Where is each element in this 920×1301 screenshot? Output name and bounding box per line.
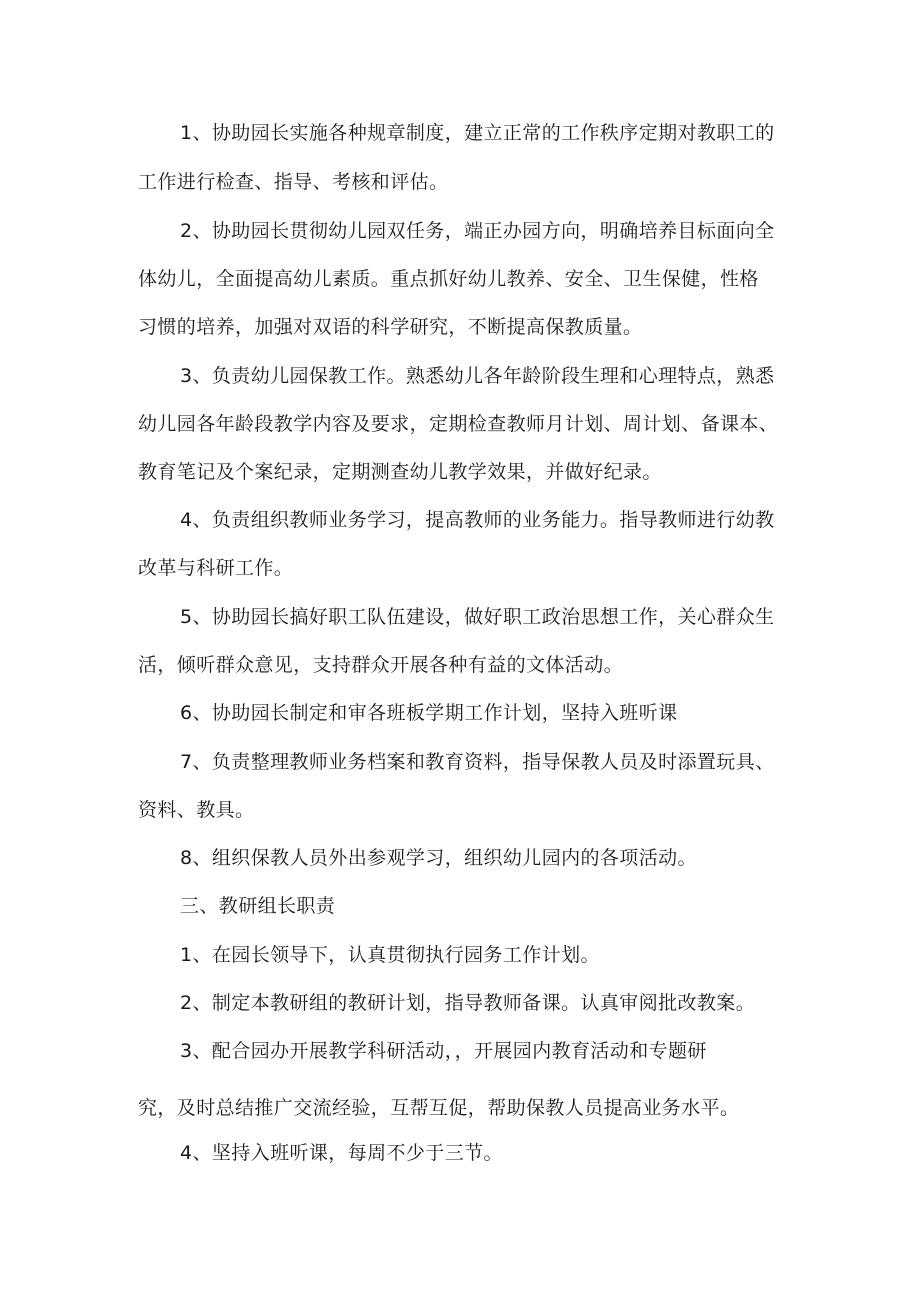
text-line: 7、负责整理教师业务档案和教育资料，指导保教人员及时添置玩具、 [180,751,775,773]
text-line: 1、在园长领导下，认真贯彻执行园务工作计划。 [180,944,600,966]
text-line: 究，及时总结推广交流经验，互帮互促，帮助保教人员提高业务水平。 [138,1097,740,1119]
text-line: 活，倾听群众意见，支持群众开展各种有益的文体活动。 [138,654,624,676]
text-line: 6、协助园长制定和审各班板学期工作计划，坚持入班听课 [180,702,678,724]
text-line: 教育笔记及个案纪录，定期测查幼儿教学效果，并做好纪录。 [138,461,662,483]
text-line: 工作进行检查、指导、考核和评估。 [138,171,449,193]
section-heading: 三、教研组长职责 [180,895,336,917]
text-line: 幼儿园各年龄段教学内容及要求，定期检查教师月计划、周计划、备课本、 [138,413,779,435]
text-line: 4、坚持入班听课，每周不少于三节。 [180,1142,503,1164]
text-line: 5、协助园长搞好职工队伍建设，做好职工政治思想工作，关心群众生 [180,606,775,628]
text-line: 1、协助园长实施各种规章制度，建立正常的工作秩序定期对教职工的 [180,122,775,144]
text-line: 改革与科研工作。 [138,557,294,579]
text-line: 资料、教具。 [138,799,255,821]
text-line: 8、组织保教人员外出参观学习，组织幼儿园内的各项活动。 [180,847,697,869]
text-line: 4、负责组织教师业务学习，提高教师的业务能力。指导教师进行幼教 [180,509,775,531]
text-line: 3、配合园办开展教学科研活动，，开展园内教育活动和专题研 [180,1040,707,1062]
text-line: 体幼儿，全面提高幼儿素质。重点抓好幼儿教养、安全、卫生保健，性格 [138,268,759,290]
text-line: 3、负责幼儿园保教工作。熟悉幼儿各年龄阶段生理和心理特点，熟悉 [180,365,775,387]
text-line: 习惯的培养，加强对双语的科学研究，不断提高保教质量。 [138,316,643,338]
text-line: 2、制定本教研组的教研计划，指导教师备课。认真审阅批改教案。 [180,992,756,1014]
text-line: 2、协助园长贯彻幼儿园双任务，端正办园方向，明确培养目标面向全 [180,220,775,242]
